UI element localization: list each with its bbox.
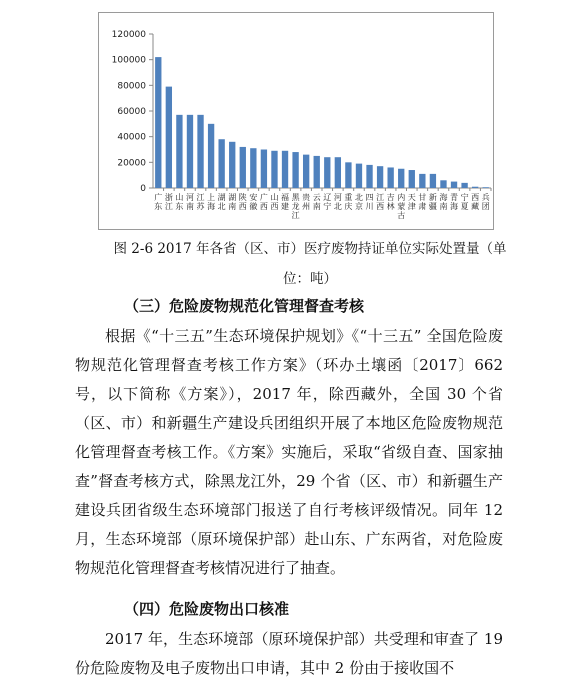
category-label: 广西 (259, 193, 268, 211)
bar (440, 180, 446, 188)
section-heading-4: （四）危险废物出口核准 (124, 600, 290, 618)
bar (155, 57, 161, 188)
bar (387, 167, 393, 188)
category-label: 江苏 (196, 193, 205, 211)
category-label: 宁夏 (460, 193, 469, 211)
category-label: 兵团 (481, 193, 490, 211)
category-label: 湖北 (217, 193, 226, 211)
category-label: 贵州 (302, 193, 311, 211)
category-label: 山东 (175, 193, 184, 211)
bar (430, 174, 436, 188)
category-label: 湖南 (228, 193, 237, 211)
bar (472, 187, 478, 188)
section-heading-3: （三）危险废物规范化管理督查考核 (124, 297, 365, 315)
y-tick-label: 40000 (117, 132, 146, 143)
caption-line-2: 位：吨） (283, 271, 337, 287)
category-label: 河北 (333, 193, 342, 211)
bar (345, 162, 351, 188)
bar (271, 151, 277, 188)
bar (261, 150, 267, 189)
category-label: 青海 (450, 193, 459, 211)
bar (356, 164, 362, 188)
bar (229, 142, 235, 188)
y-tick-label: 120000 (111, 30, 146, 40)
category-label: 上海 (207, 193, 216, 211)
y-tick-label: 60000 (117, 107, 146, 117)
caption-line-1: 图 2-6 2017 年各省（区、市）医疗废物持证单位实际处置量（单 (113, 241, 507, 257)
category-label: 天津 (407, 193, 416, 211)
section-paragraph-3: 根据《“十三五”生态环境保护规划》《“十三五” 全国危险废物规范化管理督查考核工作方案》（环办土壤函〔2017〕662号，以下简称《方案》），2017 年，除西藏外，全国 30 个省（区、市）和新疆生产建设兵团组织开展了本地区危险废物规范化管理督查考核工作。《方案》实施后，采取“省级自查、国家抽查”督查考核方式，除黑龙江外，29 个省（区、市）和新疆生产建设兵团省级生态环境部门报送了自行考核评级情况。同年 12 月，生态环境部（原环境保护部）赴山东、广东两省，对危险废物规范化管理督查考核情况进行了抽查。 (75, 327, 503, 577)
bar (250, 148, 256, 188)
category-label: 海南 (439, 193, 448, 211)
category-label: 云南 (312, 193, 321, 211)
section-paragraph-4: 2017 年，生态环境部（原环境保护部）共受理和审查了 19 份危险废物及电子废物出口申请，其中 2 份由于接收国不 (75, 630, 503, 677)
bar (197, 115, 203, 188)
category-label: 山西 (270, 193, 279, 211)
bar (419, 174, 425, 188)
y-tick-label: 100000 (111, 55, 146, 66)
category-label: 四川 (365, 193, 374, 211)
bar (240, 147, 246, 188)
bar (451, 182, 457, 188)
category-label: 甘肃 (418, 193, 427, 211)
category-label: 黑龙江 (291, 193, 300, 220)
category-label: 河南 (185, 193, 194, 211)
category-label: 陕西 (238, 193, 247, 211)
category-label: 北京 (354, 193, 363, 211)
category-label: 广东 (154, 193, 163, 211)
category-label: 浙江 (164, 193, 173, 211)
bar (366, 165, 372, 188)
bar (282, 151, 288, 188)
bar (483, 187, 489, 188)
bar (314, 156, 320, 188)
category-label: 内蒙古 (397, 193, 406, 220)
category-label: 福建 (281, 193, 290, 211)
bar (303, 155, 309, 188)
bar (218, 139, 224, 188)
figure-caption (100, 234, 520, 294)
y-tick-label: 80000 (117, 81, 146, 92)
bar (409, 170, 415, 188)
bar (176, 115, 182, 188)
category-label: 安徽 (249, 193, 258, 211)
bar (292, 152, 298, 188)
category-label: 吉林 (386, 193, 395, 211)
category-label: 江西 (376, 193, 385, 211)
category-label: 重庆 (344, 193, 353, 211)
category-label: 辽宁 (323, 193, 332, 211)
bar (377, 166, 383, 188)
bar (461, 183, 467, 188)
bar (166, 87, 172, 188)
bar (208, 124, 214, 188)
category-label: 西藏 (471, 193, 480, 211)
bar (335, 157, 341, 188)
bar-chart (99, 13, 495, 231)
y-tick-label: 0 (140, 184, 146, 194)
y-tick-label: 20000 (117, 158, 146, 169)
category-label: 新疆 (428, 193, 437, 211)
chart-frame (98, 12, 494, 230)
bar (187, 115, 193, 188)
bar (398, 169, 404, 188)
bar (324, 157, 330, 188)
